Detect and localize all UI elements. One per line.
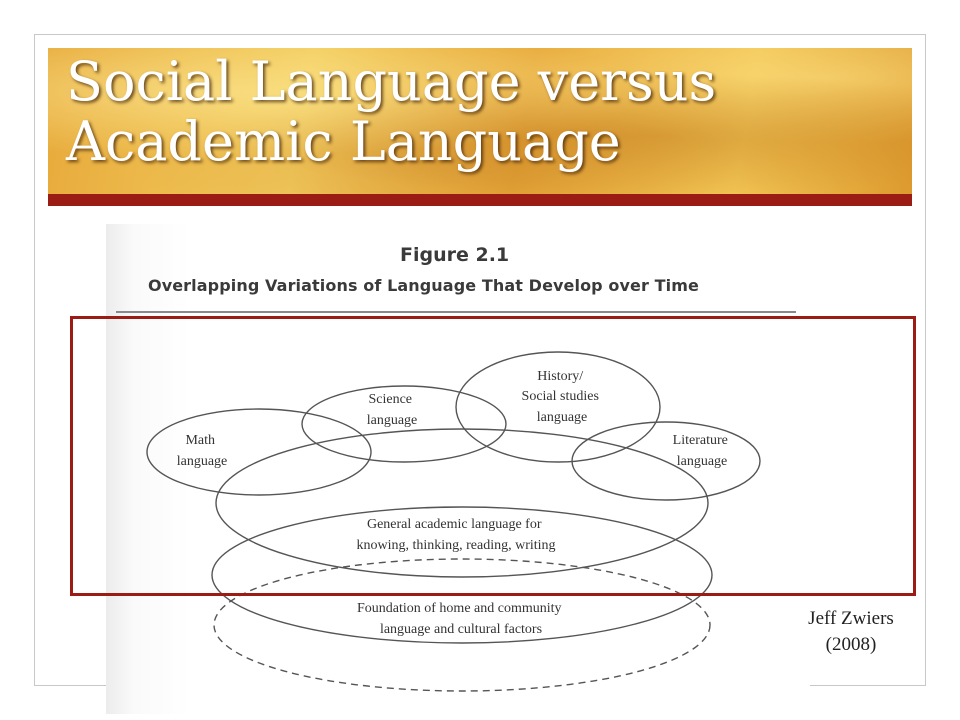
math-label-line-2: language [176,454,228,469]
title-line-1: Social Language versus [66,50,717,113]
history-label-line-2: Social studies [521,389,599,404]
citation-author: Jeff Zwiers [808,608,894,629]
science-label-line-2: language [366,413,418,428]
history-label-line-1: History/ [537,369,584,384]
general-academic-label-line-1: General academic language for [366,517,542,532]
citation-year: (2008) [825,634,877,655]
figure-label: Figure 2.1 [400,244,510,266]
highlight-box [70,316,916,596]
figure-caption: Overlapping Variations of Language That Develop over Time [148,276,699,295]
math-label-line-1: Math [185,433,216,448]
foundation-label-line-2: language and cultural factors [379,622,543,637]
literature-label-line-1: Literature [672,433,728,448]
foundation-label [357,601,565,637]
history-label-line-3: language [536,410,588,425]
science-label-line-1: Science [368,392,413,407]
foundation-label-line-1: Foundation of home and community [356,601,562,616]
literature-label-line-2: language [676,454,728,469]
title-line-2: Academic Language [66,110,621,173]
citation [786,606,916,658]
general-academic-label-line-2: knowing, thinking, reading, writing [356,538,556,553]
